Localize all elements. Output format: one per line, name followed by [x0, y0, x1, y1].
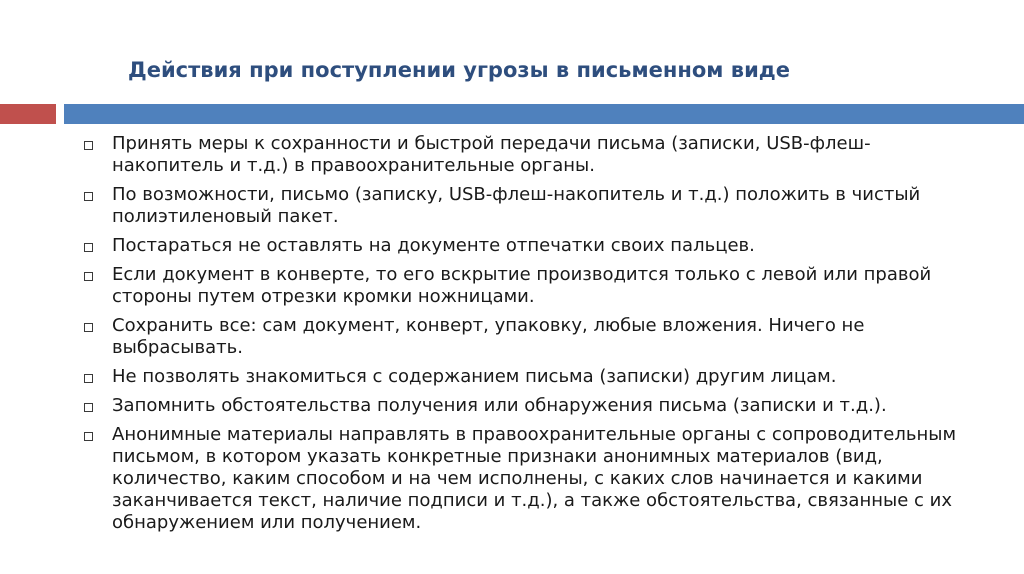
list-item: [84, 235, 964, 257]
list-item-text: Если документ в конверте, то его вскрытие производится только с левой или правой стороны путем отрезки кромки ножницами.: [112, 264, 932, 307]
bullet-list: [84, 133, 964, 541]
square-bullet-icon: [84, 403, 93, 412]
slide-title: Действия при поступлении угрозы в письменном виде: [128, 58, 790, 82]
square-bullet-icon: [84, 323, 93, 332]
square-bullet-icon: [84, 272, 93, 281]
list-item: [84, 264, 964, 308]
list-item-text: Запомнить обстоятельства получения или обнаружения письма (записки и т.д.).: [112, 395, 887, 416]
list-item: [84, 424, 964, 534]
square-bullet-icon: [84, 432, 93, 441]
accent-bar-red: [0, 104, 56, 124]
square-bullet-icon: [84, 243, 93, 252]
list-item: [84, 315, 964, 359]
list-item-text: Принять меры к сохранности и быстрой передачи письма (записки, USB-флеш-накопитель и т.д.) в правоохранительные органы.: [112, 133, 871, 176]
list-item-text: Сохранить все: сам документ, конверт, упаковку, любые вложения. Ничего не выбрасывать.: [112, 315, 865, 358]
list-item-text: Не позволять знакомиться с содержанием письма (записки) другим лицам.: [112, 366, 837, 387]
list-item: [84, 366, 964, 388]
list-item-text: По возможности, письмо (записку, USB-флеш-накопитель и т.д.) положить в чистый полиэтиленовый пакет.: [112, 184, 921, 227]
list-item-text: Постараться не оставлять на документе отпечатки своих пальцев.: [112, 235, 755, 256]
list-item-text: Анонимные материалы направлять в правоохранительные органы с сопроводительным письмом, в котором указать конкретные признаки анонимных материалов (вид, количество, каким способом и на чем исполнены, с каких слов начинается и какими заканчивается текст, наличие подписи и т.д.), а также обстоятельства, связанные с их обнаружением или получением.: [112, 424, 957, 533]
list-item: [84, 184, 964, 228]
list-item: [84, 133, 964, 177]
square-bullet-icon: [84, 192, 93, 201]
list-item: [84, 395, 964, 417]
accent-bar-blue: [64, 104, 1024, 124]
square-bullet-icon: [84, 141, 93, 150]
square-bullet-icon: [84, 374, 93, 383]
